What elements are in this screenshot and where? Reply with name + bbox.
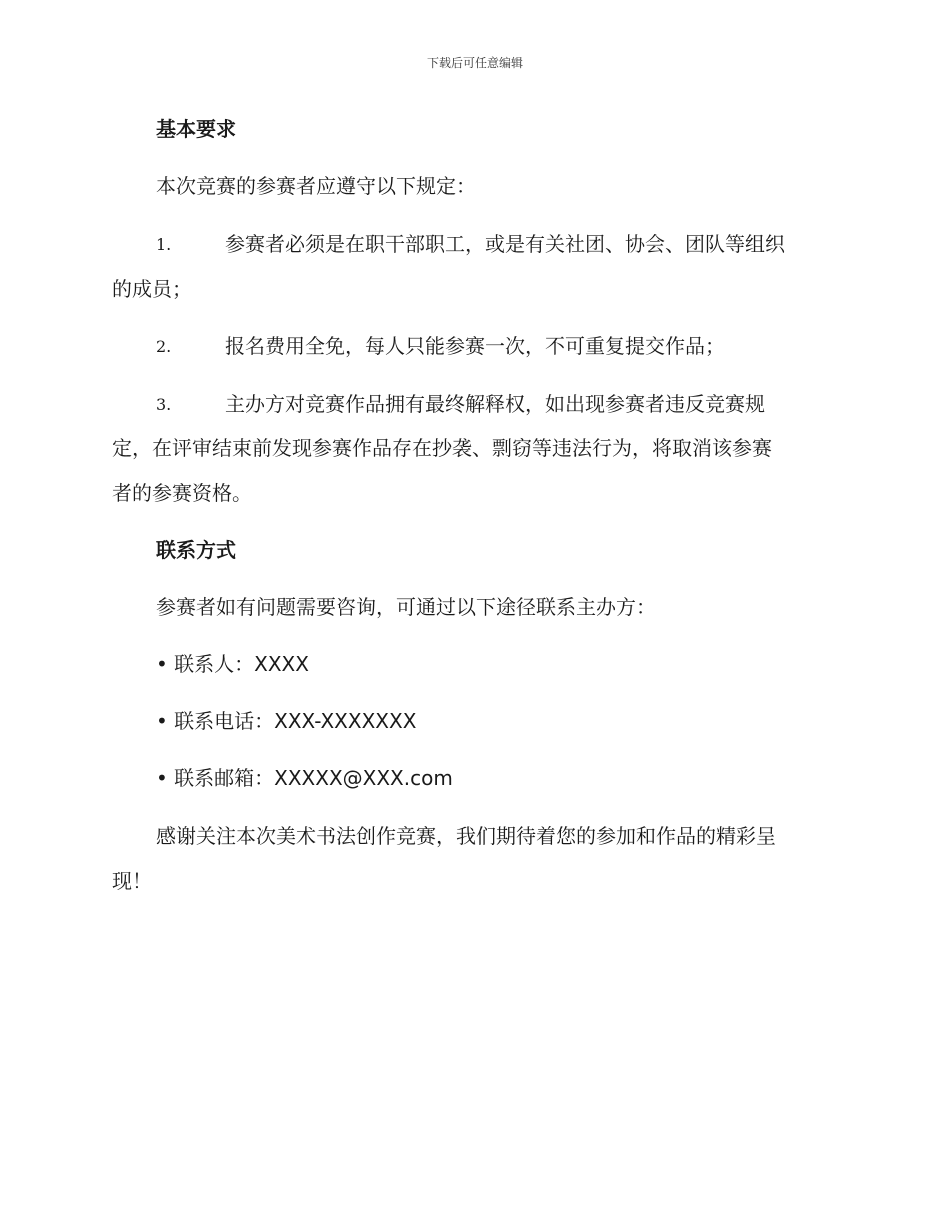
closing-continuation: 现！ <box>112 869 152 893</box>
rule-2-number: 2. <box>156 337 172 356</box>
rule-3-number: 3. <box>156 395 172 414</box>
contact-intro: 参赛者如有问题需要咨询，可通过以下途径联系主办方： <box>156 595 656 619</box>
section-title-requirements: 基本要求 <box>156 117 236 141</box>
contact-person-text: • 联系人：XXXX <box>156 652 309 676</box>
rule-3-continuation-2: 者的参赛资格。 <box>112 481 252 505</box>
rule-1-number: 1. <box>156 235 172 254</box>
intro-paragraph: 本次竞赛的参赛者应遵守以下规定： <box>156 174 476 198</box>
rule-3-text: 主办方对竞赛作品拥有最终解释权，如出现参赛者违反竞赛规 <box>225 392 765 416</box>
page-header: 下载后可任意编辑 <box>426 56 523 70</box>
rule-2-text: 报名费用全免，每人只能参赛一次，不可重复提交作品； <box>225 334 725 358</box>
section-title-contact: 联系方式 <box>156 538 236 562</box>
rule-3-continuation-1: 定，在评审结束前发现参赛作品存在抄袭、剽窃等违法行为，将取消该参赛 <box>112 436 772 460</box>
rule-1-continuation: 的成员； <box>112 277 192 301</box>
closing-paragraph: 感谢关注本次美术书法创作竞赛，我们期待着您的参加和作品的精彩呈 <box>156 824 776 848</box>
contact-phone-text: • 联系电话：XXX-XXXXXXX <box>156 709 417 733</box>
rule-1-text: 参赛者必须是在职干部职工，或是有关社团、协会、团队等组织 <box>225 232 785 256</box>
contact-email-text: • 联系邮箱：XXXXX@XXX.com <box>156 766 453 790</box>
